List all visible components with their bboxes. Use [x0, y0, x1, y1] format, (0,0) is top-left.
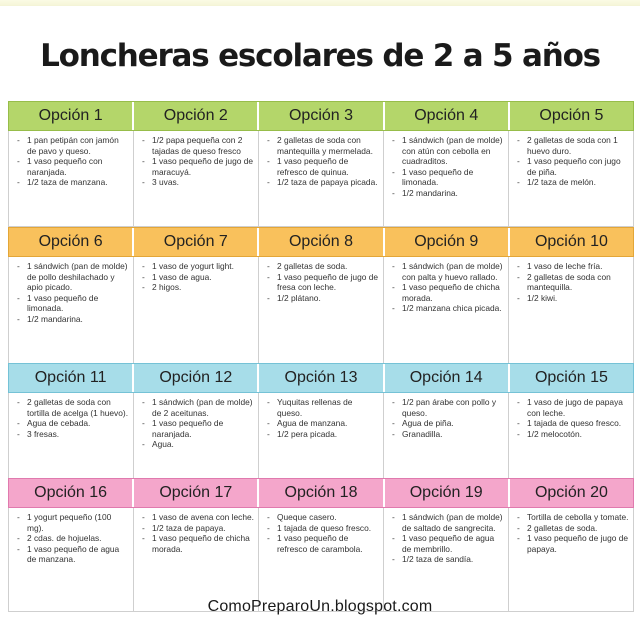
option-item: - 1 vaso pequeño de refresco de quinua. — [265, 156, 379, 177]
option-item: - 1/2 taza de papaya picada. — [265, 177, 379, 188]
option-column — [384, 508, 509, 611]
options-group-1 — [8, 101, 634, 227]
option-item: - 1 vaso pequeño de refresco de carambola. — [265, 533, 379, 554]
option-header: Opción 12 — [134, 364, 259, 392]
option-column — [134, 508, 259, 611]
option-column — [509, 393, 633, 489]
footer-url: ComoPreparoUn.blogspot.com — [207, 598, 433, 615]
option-item: - 1/2 pera picada. — [265, 429, 379, 440]
option-item: - 1 sándwich (pan de molde) de saltado de sangrecita. — [390, 512, 504, 533]
option-header: Opción 6 — [9, 228, 134, 256]
option-header: Opción 14 — [385, 364, 510, 392]
option-item: - 1 vaso pequeño de jugo de papaya. — [515, 533, 629, 554]
option-header: Opción 10 — [534, 233, 608, 250]
option-item: - 1/2 manzana chica picada. — [390, 303, 504, 314]
option-item-list — [15, 261, 129, 325]
option-item: - 2 galletas de soda. — [515, 523, 629, 534]
option-column — [134, 393, 259, 489]
option-item: - 1/2 pan árabe con pollo y queso. — [390, 397, 504, 418]
option-item: - 1 vaso pequeño de chicha morada. — [390, 282, 504, 303]
option-item-list — [390, 135, 504, 199]
option-item: - 1/2 mandarina. — [390, 188, 504, 199]
option-item-list — [265, 135, 379, 188]
option-header: Opción 8 — [259, 228, 384, 256]
option-item: - 1 vaso pequeño de jugo de maracuyá. — [140, 156, 254, 177]
option-item: - 1 vaso de avena con leche. — [140, 512, 254, 523]
option-item: - 1 vaso pequeño de agua de membrillo. — [390, 533, 504, 554]
option-item: - 2 galletas de soda con tortilla de acelga (1 huevo). — [15, 397, 129, 418]
option-header: Opción 9 — [385, 228, 510, 256]
option-item: - Agua. — [140, 439, 254, 450]
option-header: Opción 13 — [259, 364, 384, 392]
option-header: Opción 2 — [134, 102, 259, 130]
option-item: - 1/2 melocotón. — [515, 429, 629, 440]
option-item-list — [15, 135, 129, 188]
option-item: - 1 pan petipán con jamón de pavo y queso. — [15, 135, 129, 156]
option-item-list — [515, 512, 629, 554]
option-item: - 1 vaso pequeño de jugo de fresa con leche. — [265, 272, 379, 293]
option-header: Opción 7 — [134, 228, 259, 256]
option-column — [9, 508, 134, 611]
option-header: Opción 11 — [9, 364, 134, 392]
option-header: Opción 18 — [259, 479, 384, 507]
option-item: - 1/2 taza de papaya. — [140, 523, 254, 534]
option-item: - 1 tajada de queso fresco. — [515, 418, 629, 429]
option-item: - Agua de manzana. — [265, 418, 379, 429]
option-header: Opción 17 — [134, 479, 259, 507]
option-item-list — [390, 512, 504, 565]
option-header: Opción 20 — [534, 484, 608, 501]
option-item: - 2 galletas de soda con mantequilla y mermelada. — [265, 135, 379, 156]
option-item: - Granadilla. — [390, 429, 504, 440]
option-item-list — [515, 261, 629, 303]
options-group-4 — [8, 478, 634, 612]
option-header: Opción 5 — [539, 107, 604, 124]
group-header — [8, 227, 634, 257]
option-item: - 1/2 plátano. — [265, 293, 379, 304]
option-item-list — [15, 512, 129, 565]
option-item: - 1 tajada de queso fresco. — [265, 523, 379, 534]
option-item: - 1/2 kiwi. — [515, 293, 629, 304]
option-item-list — [265, 261, 379, 303]
option-item: - 2 galletas de soda con mantequilla. — [515, 272, 629, 293]
option-item: - Tortilla de cebolla y tomate. — [515, 512, 629, 523]
option-item: - 1 sándwich (pan de molde) con atún con cebolla en cuadraditos. — [390, 135, 504, 167]
option-item: - 3 uvas. — [140, 177, 254, 188]
option-column — [259, 393, 384, 489]
option-item: - 1 sándwich (pan de molde) de pollo deshilachado y apio picado. — [15, 261, 129, 293]
option-item: - 1/2 mandarina. — [15, 314, 129, 325]
group-header — [8, 478, 634, 508]
option-item: - 1/2 taza de melón. — [515, 177, 629, 188]
page-title: Loncheras escolares de 2 a 5 años — [40, 38, 600, 74]
option-item: - 1 vaso pequeño de naranjada. — [140, 418, 254, 439]
option-item-list — [515, 397, 629, 439]
option-item-list — [140, 397, 254, 450]
option-item: - 1 yogurt pequeño (100 mg). — [15, 512, 129, 533]
option-item: - 1 vaso pequeño con naranjada. — [15, 156, 129, 177]
option-item-list — [265, 512, 379, 554]
option-item: - 2 galletas de soda. — [265, 261, 379, 272]
option-column — [9, 131, 134, 226]
option-item-list — [390, 397, 504, 439]
options-group-2 — [8, 227, 634, 382]
option-item-list — [265, 397, 379, 439]
option-header: Opción 3 — [259, 102, 384, 130]
option-column — [134, 131, 259, 226]
option-item: - 2 higos. — [140, 282, 254, 293]
option-item: - 1 vaso de agua. — [140, 272, 254, 283]
option-item: - Agua de cebada. — [15, 418, 129, 429]
option-item: - 1/2 taza de sandía. — [390, 554, 504, 565]
option-column — [259, 508, 384, 611]
option-item: - 3 fresas. — [15, 429, 129, 440]
option-item: - 1 vaso pequeño de chicha morada. — [140, 533, 254, 554]
option-column — [9, 393, 134, 489]
option-item: - 1 vaso pequeño de limonada. — [15, 293, 129, 314]
option-item: - 1 vaso de leche fría. — [515, 261, 629, 272]
group-body — [8, 131, 634, 227]
option-header: Opción 15 — [534, 369, 608, 386]
option-item: - 1 vaso de jugo de papaya con leche. — [515, 397, 629, 418]
option-header: Opción 4 — [385, 102, 510, 130]
option-item-list — [390, 261, 504, 314]
group-header — [8, 101, 634, 131]
options-group-3 — [8, 363, 634, 490]
option-item: - 2 cdas. de hojuelas. — [15, 533, 129, 544]
option-column — [384, 393, 509, 489]
option-column — [259, 131, 384, 226]
option-item-list — [140, 135, 254, 188]
option-item: - 1/2 taza de manzana. — [15, 177, 129, 188]
option-item-list — [140, 261, 254, 293]
top-border — [0, 0, 640, 6]
group-header — [8, 363, 634, 393]
option-item-list — [140, 512, 254, 554]
option-header: Opción 16 — [9, 479, 134, 507]
group-body — [8, 508, 634, 612]
option-item: - 1/2 papa pequeña con 2 tajadas de queso fresco — [140, 135, 254, 156]
option-item: - 1 sándwich (pan de molde) con palta y huevo rallado. — [390, 261, 504, 282]
option-item: - 1 vaso pequeño de agua de manzana. — [15, 544, 129, 565]
option-header: Opción 19 — [385, 479, 510, 507]
option-item: - Yuquitas rellenas de queso. — [265, 397, 379, 418]
option-item: - 1 vaso de yogurt light. — [140, 261, 254, 272]
option-item-list — [15, 397, 129, 439]
option-item: - 1 vaso pequeño de limonada. — [390, 167, 504, 188]
option-column — [509, 131, 633, 226]
option-item-list — [515, 135, 629, 188]
option-column — [384, 131, 509, 226]
option-header: Opción 1 — [9, 102, 134, 130]
option-column — [509, 508, 633, 611]
option-item: - 2 galletas de soda con 1 huevo duro. — [515, 135, 629, 156]
group-body — [8, 393, 634, 490]
option-item: - 1 sándwich (pan de molde) de 2 aceitunas. — [140, 397, 254, 418]
option-item: - Agua de piña. — [390, 418, 504, 429]
option-item: - Queque casero. — [265, 512, 379, 523]
option-item: - 1 vaso pequeño con jugo de piña. — [515, 156, 629, 177]
